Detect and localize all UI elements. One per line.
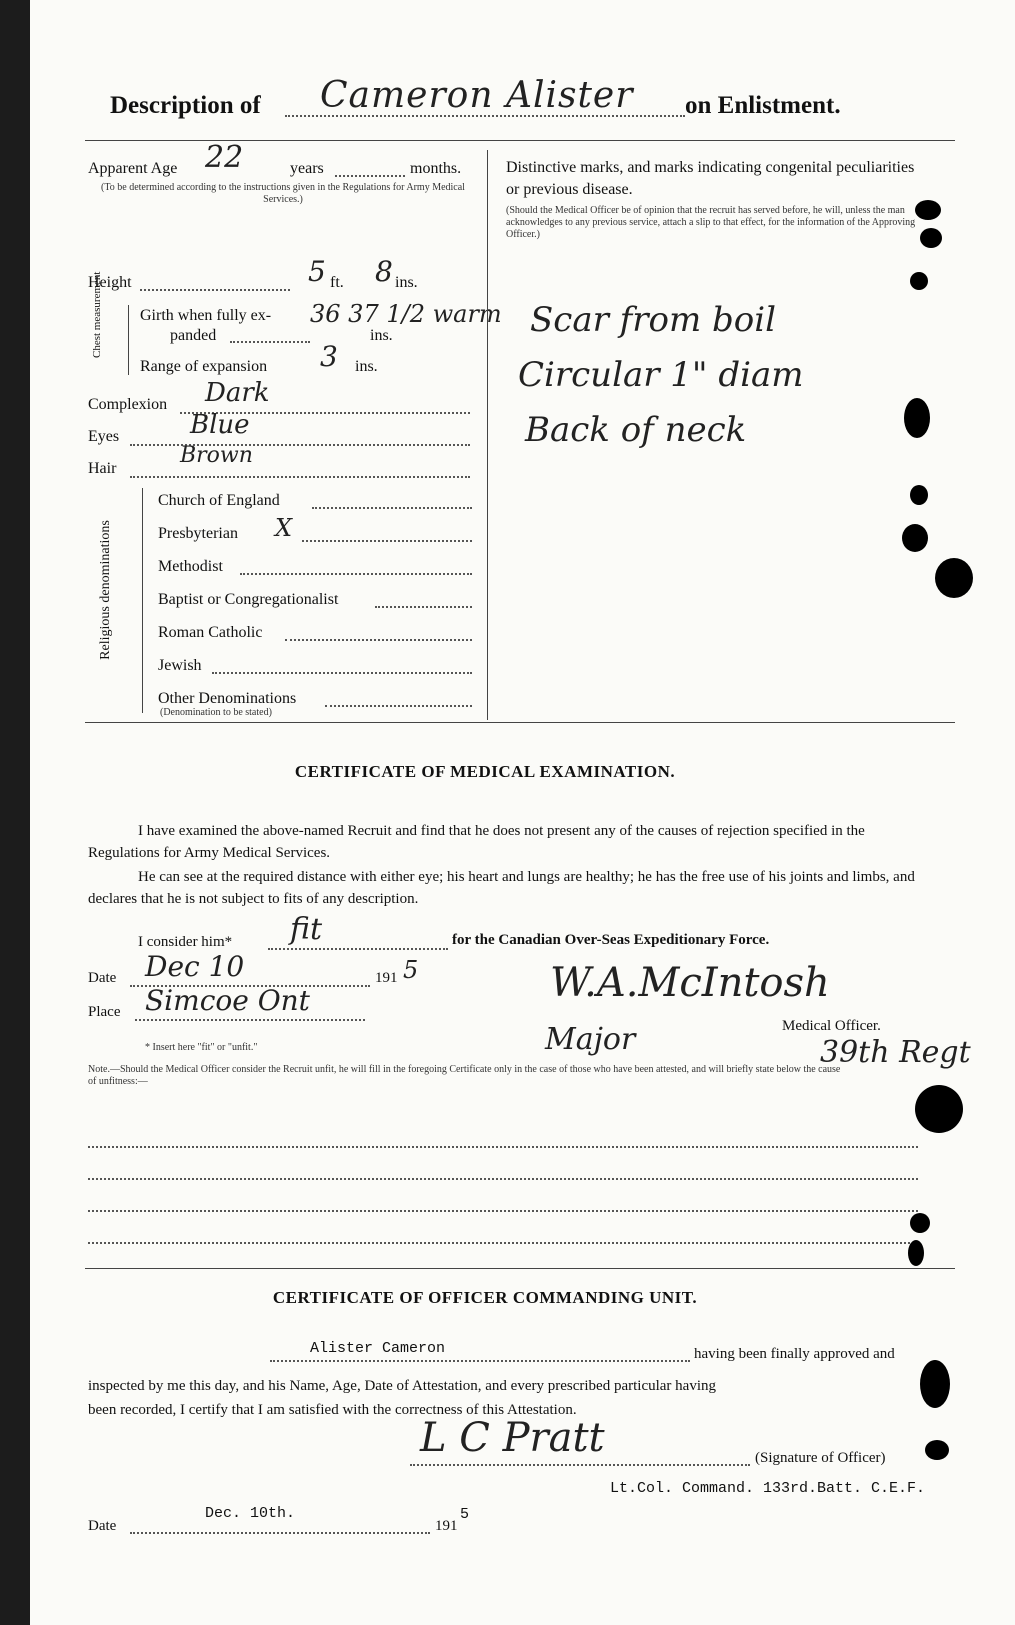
medical-year-prefix: 191 <box>375 970 398 986</box>
medical-date-label: Date <box>88 970 117 986</box>
section-rule-1 <box>85 722 955 723</box>
religion-dots-7 <box>325 705 472 707</box>
binder-hole <box>920 228 942 248</box>
girth-ins-label: ins. <box>370 327 393 344</box>
recruit-name-handwritten: Cameron Alister <box>320 75 634 116</box>
religion-dots-5 <box>285 639 472 641</box>
column-divider <box>487 150 488 720</box>
unfit-line-4 <box>88 1242 918 1244</box>
girth-dots <box>230 341 310 343</box>
place-dots <box>135 1019 365 1021</box>
ins-label: ins. <box>395 274 418 291</box>
medical-year-value: 5 <box>403 956 419 984</box>
religion-methodist: Methodist <box>158 558 223 575</box>
eyes-value: Blue <box>190 410 250 440</box>
religion-roman-catholic: Roman Catholic <box>158 624 263 641</box>
age-label: Apparent Age <box>88 160 178 177</box>
binder-hole <box>915 1085 963 1133</box>
binder-hole <box>925 1440 949 1460</box>
religion-church-of-england: Church of England <box>158 492 280 509</box>
commanding-date-value: Dec. 10th. <box>205 1505 296 1522</box>
medical-date-value: Dec 10 <box>145 950 245 983</box>
binder-hole <box>910 1213 930 1233</box>
chest-brace <box>128 305 129 375</box>
commanding-signature: L C Pratt <box>420 1415 605 1461</box>
insert-note: * Insert here "fit" or "unfit." <box>145 1042 258 1053</box>
unfit-line-2 <box>88 1178 918 1180</box>
recruit-name-typed: Alister Cameron <box>310 1340 446 1357</box>
header-prefix: Description of <box>110 92 261 119</box>
religion-dots-3 <box>240 573 472 575</box>
girth-label-2: panded <box>170 327 217 344</box>
marks-line-2: Circular 1" diam <box>518 355 804 395</box>
command-text: Lt.Col. Command. 133rd.Batt. C.E.F. <box>610 1480 926 1497</box>
binder-hole <box>935 558 973 598</box>
complexion-label: Complexion <box>88 396 168 413</box>
hair-value: Brown <box>180 443 253 468</box>
marks-title: Distinctive marks, and marks indicating congenital peculiarities or previous disease. <box>506 159 915 198</box>
range-label: Range of expansion <box>140 358 268 375</box>
commanding-date-dots <box>130 1532 430 1534</box>
religion-dots-1 <box>312 507 472 509</box>
age-note: (To be determined according to the instructions given in the Regulations for Army Medical Services.) <box>101 182 465 205</box>
binder-hole <box>904 398 930 438</box>
commanding-date-label: Date <box>88 1518 117 1534</box>
religion-jewish: Jewish <box>158 657 202 674</box>
religion-baptist: Baptist or Congregationalist <box>158 591 339 608</box>
marks-line-3: Back of neck <box>525 410 747 450</box>
binder-hole <box>915 200 941 220</box>
religion-dots-4 <box>375 606 472 608</box>
ft-label: ft. <box>330 274 344 291</box>
consider-prefix: I consider him* <box>138 934 233 950</box>
range-ins-label: ins. <box>355 358 378 375</box>
binder-hole <box>910 485 928 505</box>
girth-value: 36 37 1/2 warm <box>310 300 502 328</box>
scan-edge <box>0 0 30 1625</box>
religion-label: Religious denominations <box>98 520 113 660</box>
range-value: 3 <box>320 340 338 373</box>
signature-dots <box>410 1464 750 1466</box>
binder-hole <box>920 1360 950 1408</box>
approved-text: having been finally approved and <box>694 1346 895 1362</box>
signature-label: (Signature of Officer) <box>755 1450 886 1466</box>
enlistment-form <box>30 0 1015 1625</box>
binder-hole <box>910 272 928 290</box>
inspected-text: inspected by me this day, and his Name, Age, Date of Attestation, and every prescribed particular having <box>88 1378 717 1394</box>
religion-other: Other Denominations <box>158 690 297 707</box>
commanding-year-prefix: 191 <box>435 1518 458 1534</box>
place-label: Place <box>88 1004 121 1020</box>
height-label: Height <box>88 274 132 291</box>
other-denomination-note: (Denomination to be stated) <box>160 707 272 718</box>
age-dots <box>335 175 405 177</box>
medical-officer-rank: Major <box>545 1022 636 1057</box>
height-in-value: 8 <box>375 255 393 288</box>
girth-label-1: Girth when fully ex- <box>140 307 272 324</box>
medical-title: CERTIFICATE OF MEDICAL EXAMINATION. <box>294 762 676 781</box>
place-value: Simcoe Ont <box>145 984 310 1017</box>
chest-label: Chest measurement <box>91 271 103 358</box>
religion-dots-6 <box>212 672 472 674</box>
consider-suffix: for the Canadian Over-Seas Expeditionary Force. <box>452 932 770 948</box>
years-label: years <box>290 160 324 177</box>
marks-line-1: Scar from boil <box>530 300 777 340</box>
recruit-name-dots <box>270 1360 690 1362</box>
commanding-title: CERTIFICATE OF OFFICER COMMANDING UNIT. <box>272 1288 698 1307</box>
recorded-text: been recorded, I certify that I am satisfied with the correctness of this Attestation. <box>88 1402 577 1418</box>
consider-dots <box>268 948 448 950</box>
religion-brace <box>142 488 143 713</box>
complexion-value: Dark <box>205 378 270 408</box>
religion-dots-2 <box>302 540 472 542</box>
section-rule-2 <box>85 1268 955 1269</box>
hair-dots <box>130 476 470 478</box>
medical-officer-signature: W.A.McIntosh <box>550 960 830 1006</box>
marks-note: (Should the Medical Officer be of opinion that the recruit has served before, he will, unless the man acknowledges to any previous service, attach a slip to that effect, for the information of the Approving Officer.) <box>506 205 916 240</box>
header-suffix: on Enlistment. <box>685 92 841 119</box>
age-value: 22 <box>205 140 244 175</box>
name-dotted-line <box>285 115 685 117</box>
months-label: months. <box>410 160 462 177</box>
consider-value: fit <box>290 912 323 947</box>
medical-paragraph-2: He can see at the required distance with either eye; his heart and lungs are healthy; he has the free use of his joints and limbs, and declares that he is not subject to fits of any description. <box>88 869 915 907</box>
hair-label: Hair <box>88 460 117 477</box>
medical-paragraph-1: I have examined the above-named Recruit and find that he does not present any of the causes of rejection specified in the Regulations for Army Medical Services. <box>88 823 865 861</box>
medical-officer-title: Medical Officer. <box>782 1018 881 1034</box>
religion-presbyterian: Presbyterian <box>158 525 238 542</box>
eyes-label: Eyes <box>88 428 120 445</box>
binder-hole <box>902 524 928 552</box>
unfit-line-3 <box>88 1210 918 1212</box>
height-dots <box>140 289 290 291</box>
commanding-year-value: 5 <box>460 1506 470 1523</box>
religion-mark: X <box>275 514 293 542</box>
unfit-note: Note.—Should the Medical Officer consider the Recruit unfit, he will fill in the foregoing Certificate only in the case of those who have been attested, and will briefly state below the cause of unfitness:— <box>88 1064 841 1087</box>
binder-hole <box>908 1240 924 1266</box>
unfit-line-1 <box>88 1146 918 1148</box>
height-ft-value: 5 <box>308 255 326 288</box>
medical-officer-unit: 39th Regt <box>820 1035 971 1070</box>
